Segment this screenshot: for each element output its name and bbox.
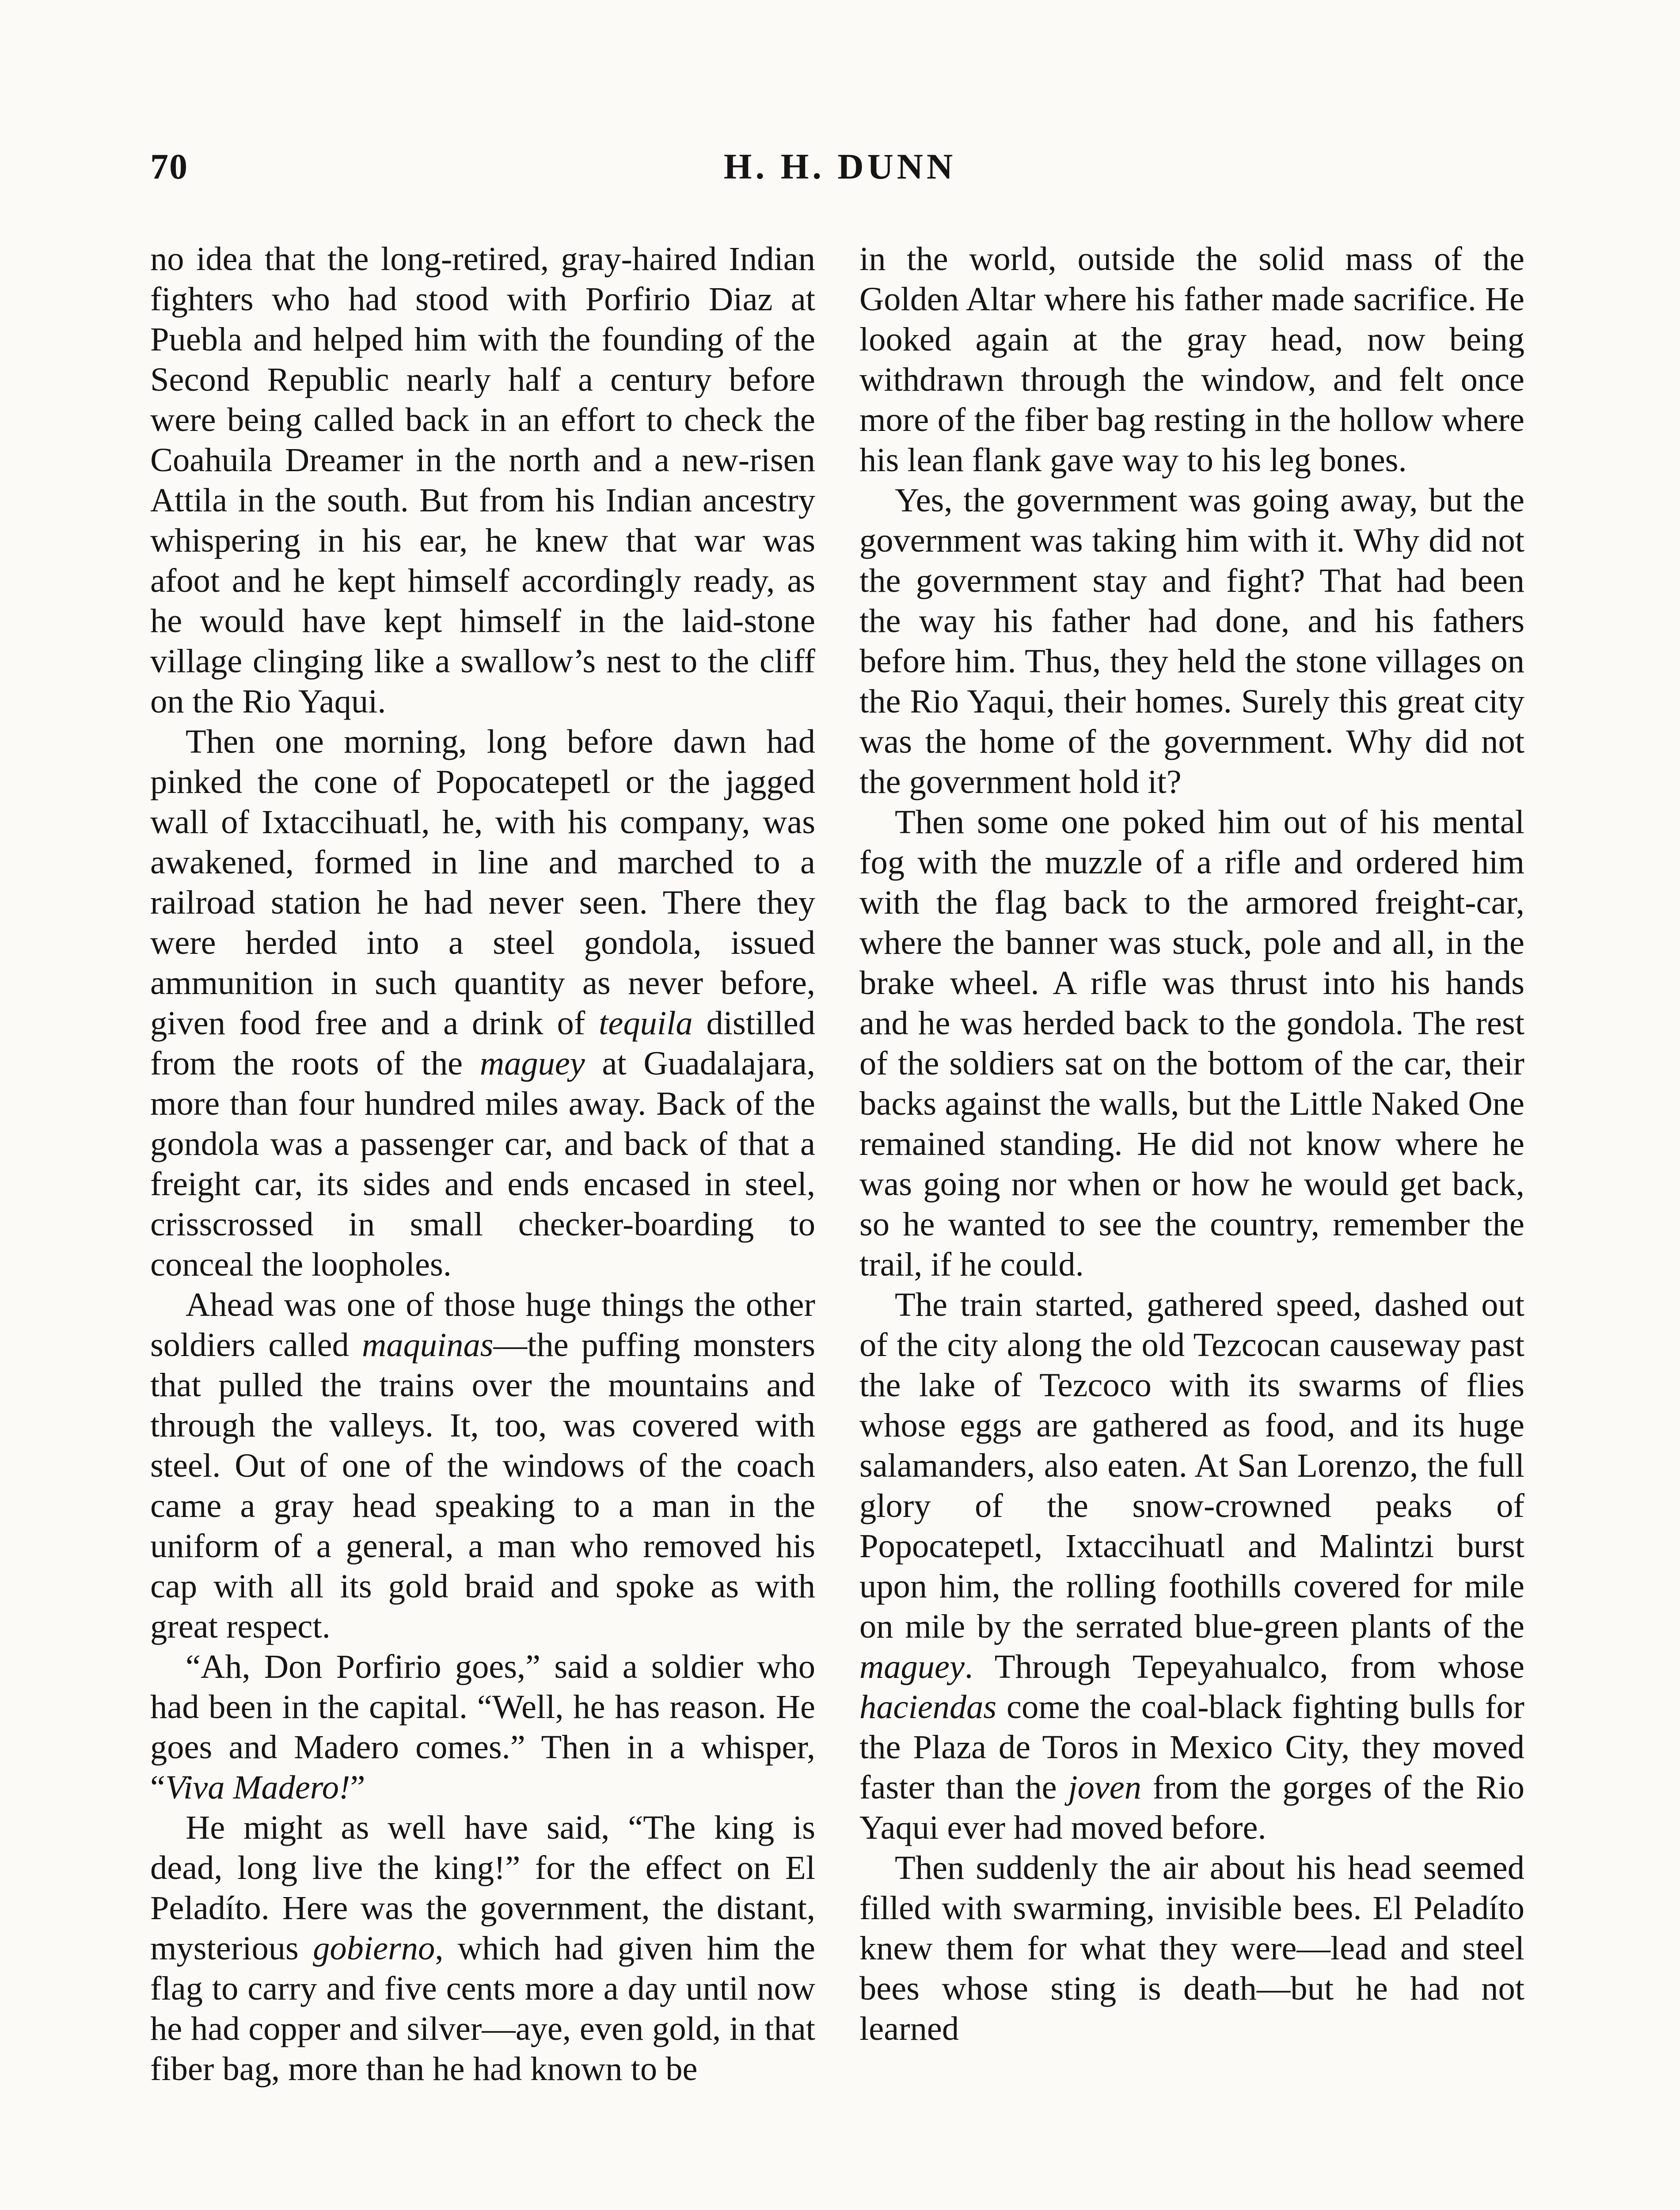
paragraph: Then suddenly the air about his head seemed filled with swarming, invisible bees. El Peladíto knew them for what they were—lead and steel bees whose sting is death—but he had not learned (859, 1849, 1524, 2047)
page-number: 70 (150, 146, 188, 187)
paragraph: Then one morning, long before dawn had pinked the cone of Popocatepetl or the jagged wall of Ixtaccihuatl, he, with his company, was awakened, formed in line and marched to a railroad station he had never seen. There they were herded into a steel gondola, issued ammunition in such quantity as never before, given food free and a drink of tequila distilled from the roots of the maguey at Guadalajara, more than four hundred miles away. Back of the gondola was a passenger car, and back of that a freight car, its sides and ends encased in steel, crisscrossed in small checker-boarding to conceal the loopholes. (150, 723, 815, 1283)
page-header (150, 146, 1530, 194)
right-column (859, 239, 1524, 2210)
paragraph: in the world, outside the solid mass of the Golden Altar where his father made sacrifice. He looked again at the gray head, now being withdrawn through the window, and felt once more of the fiber bag resting in the hollow where his lean flank gave way to his leg bones. (859, 240, 1524, 479)
paragraph: Yes, the government was going away, but the government was taking him with it. Why did not the government stay and fight? That had been the way his father had done, and his fathers before him. Thus, they held the stone villages on the Rio Yaqui, their homes. Surely this great city was the home of the government. Why did not the government hold it? (859, 481, 1524, 800)
paragraph: Then some one poked him out of his mental fog with the muzzle of a rifle and ordered him with the flag back to the armored freight-car, where the banner was stuck, pole and all, in the brake wheel. A rifle was thrust into his hands and he was herded back to the gondola. The rest of the soldiers sat on the bottom of the car, their backs against the walls, but the Little Naked One remained standing. He did not know where he was going nor when or how he would get back, so he wanted to see the country, remember the trail, if he could. (859, 803, 1524, 1283)
text-columns (150, 239, 1524, 2210)
paragraph: The train started, gathered speed, dashed out of the city along the old Tezcocan causeway past the lake of Tezcoco with its swarms of flies whose eggs are gathered as food, and its huge salamanders, also eaten. At San Lorenzo, the full glory of the snow-crowned peaks of Popocatepetl, Ixtaccihuatl and Malintzi burst upon him, the rolling foothills covered for mile on mile by the serrated blue-green plants of the maguey. Through Tepeyahualco, from whose haciendas come the coal-black fighting bulls for the Plaza de Toros in Mexico City, they moved faster than the joven from the gorges of the Rio Yaqui ever had moved before. (859, 1286, 1524, 1846)
paragraph: Ahead was one of those huge things the other soldiers called maquinas—the puffing monsters that pulled the trains over the mountains and through the valleys. It, too, was covered with steel. Out of one of the windows of the coach came a gray head speaking to a man in the uniform of a general, a man who removed his cap with all its gold braid and spoke as with great respect. (150, 1286, 815, 1645)
paragraph: He might as well have said, “The king is dead, long live the king!” for the effect on El Peladíto. Here was the government, the distant, mysterious gobierno, which had given him the flag to carry and five cents more a day until now he had copper and silver—aye, even gold, in that fiber bag, more than he had known to be (150, 1809, 815, 2088)
left-column (150, 239, 815, 2210)
paragraph: “Ah, Don Porfirio goes,” said a soldier who had been in the capital. “Well, he has reason. He goes and Madero comes.” Then in a whisper, “Viva Madero!” (150, 1648, 815, 1806)
running-head: H. H. DUNN (723, 146, 957, 187)
paragraph: no idea that the long-retired, gray-haired Indian fighters who had stood with Porfirio Diaz at Puebla and helped him with the founding of the Second Republic nearly half a century before were being called back in an effort to check the Coahuila Dreamer in the north and a new-risen Attila in the south. But from his Indian ancestry whispering in his ear, he knew that war was afoot and he kept himself accordingly ready, as he would have kept himself in the laid-stone village clinging like a swallow’s nest to the cliff on the Rio Yaqui. (150, 240, 815, 720)
